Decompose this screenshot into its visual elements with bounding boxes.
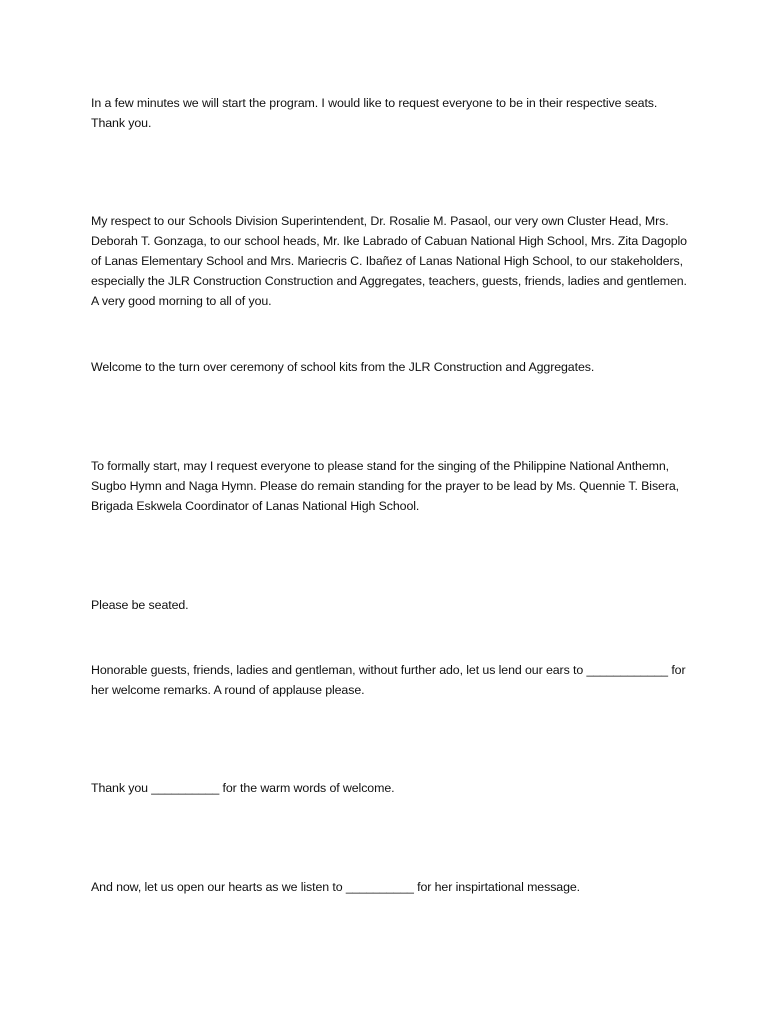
paragraph-anthem-prayer: To formally start, may I request everyone to please stand for the singing of the Philippine National Anthemn, Sugbo Hymn and Naga Hymn. Please do remain standing for the prayer to be lead by Ms. Quennie T. Bisera, Brigada Eskwela Coordinator of Lanas National High School. xyxy=(91,459,679,513)
paragraph-inspirational-message: And now, let us open our hearts as we listen to __________ for her inspirtational message. xyxy=(91,880,581,894)
paragraph-welcome-remarks: Honorable guests, friends, ladies and gentleman, without further ado, let us lend our ears to ____________ for her welcome remarks. A round of applause please. xyxy=(91,663,686,697)
paragraph-opening-request: In a few minutes we will start the program. I would like to request everyone to be in their respective seats. Thank you. xyxy=(91,96,658,130)
paragraph-acknowledgements: My respect to our Schools Division Superintendent, Dr. Rosalie M. Pasaol, our very own Cluster Head, Mrs. Deborah T. Gonzaga, to our school heads, Mr. Ike Labrado of Cabuan National High School, Mrs. Zita Dagoplo of Lanas Elementary School and Mrs. Mariecris C. Ibañez of Lanas National High School, to our stakeholders, especially the JLR Construction Construction and Aggregates, teachers, guests, friends, ladies and gentlemen. A very good morning to all of you. xyxy=(91,214,687,308)
paragraph-thank-you: Thank you __________ for the warm words of welcome. xyxy=(91,781,395,795)
paragraph-be-seated: Please be seated. xyxy=(91,598,189,612)
paragraph-welcome: Welcome to the turn over ceremony of school kits from the JLR Construction and Aggregates. xyxy=(91,360,595,374)
